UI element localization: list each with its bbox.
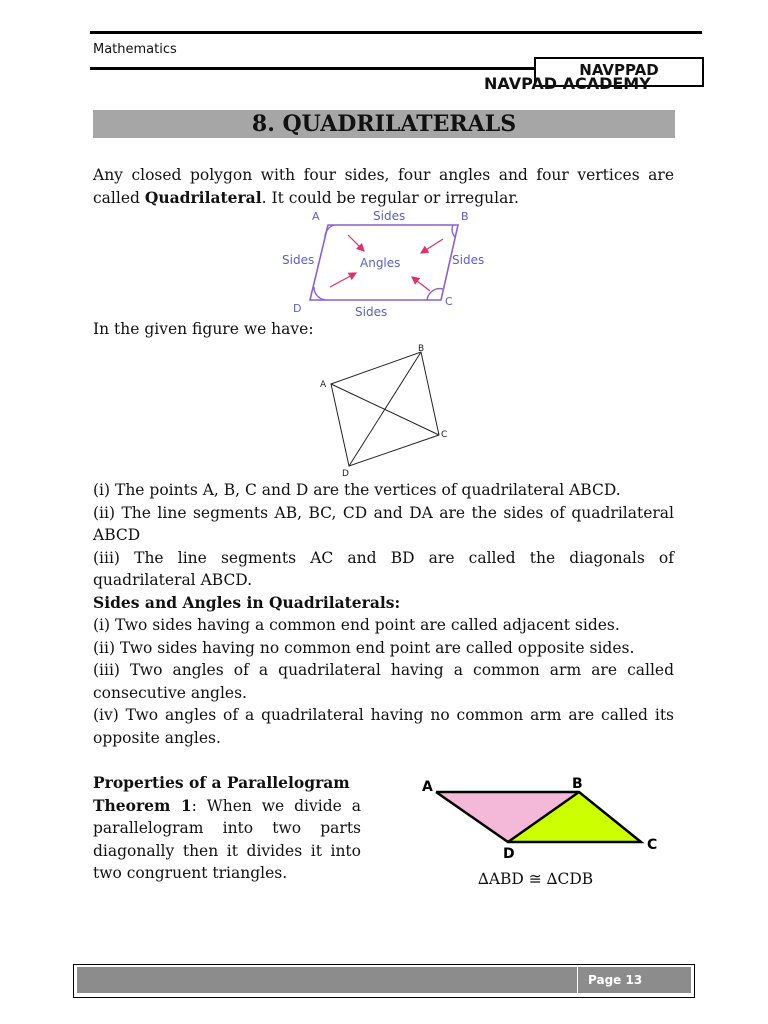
quadrilateral-labelled-figure	[278, 205, 490, 321]
brand-line-1: NAVPPAD	[579, 61, 659, 79]
theorem-text: : When we divide a parallelogram into two parts diagonally then it divides it into two congruent triangles.	[93, 796, 361, 882]
given-figure-line: In the given figure we have:	[93, 320, 314, 338]
intro-text-after: . It could be regular or irregular.	[261, 188, 519, 207]
fig2-label-d: D	[342, 469, 349, 478]
intro-paragraph	[93, 164, 674, 209]
quadrilateral-diagonals-figure	[315, 342, 455, 478]
point-item: (ii) The line segments AB, BC, CD and DA are the sides of quadrilateral ABCD	[93, 503, 674, 544]
fig1-sides-bottom: Sides	[355, 305, 388, 319]
parallelogram-section	[93, 772, 361, 885]
sides-angles-item: (i) Two sides having a common end point are called adjacent sides.	[93, 616, 620, 634]
fig1-vertex-a: A	[312, 210, 320, 223]
sides-angles-item: (ii) Two sides having no common end point are called opposite sides.	[93, 638, 635, 657]
figure-points	[93, 479, 674, 749]
footer-bar	[77, 967, 577, 993]
para-label-b: B	[572, 776, 583, 792]
fig2-label-a: A	[320, 380, 327, 390]
sides-angles-heading: Sides and Angles in Quadrilaterals:	[93, 592, 401, 612]
fig1-angles-label: Angles	[360, 256, 401, 270]
fig1-vertex-b: B	[461, 210, 469, 223]
point-item: (iii) The line segments AC and BD are called the diagonals of quadrilateral ABCD.	[93, 548, 674, 589]
parallelogram-heading: Properties of a Parallelogram	[93, 773, 350, 792]
para-label-d: D	[503, 846, 515, 862]
fig1-vertex-d: D	[293, 302, 302, 315]
page-title: 8. QUADRILATERALS	[251, 111, 517, 137]
sides-angles-item: (iv) Two angles of a quadrilateral having no common arm are called its opposite angles.	[93, 706, 674, 747]
sides-angles-item: (iii) Two angles of a quadrilateral having a common arm are called consecutive angles.	[93, 661, 674, 702]
brand-line-2: NAVPAD ACADEMY	[484, 74, 651, 93]
intro-text-before: Any closed polygon with four sides, four angles and four vertices are called	[93, 166, 674, 207]
para-label-a: A	[422, 779, 433, 795]
fig2-label-b: B	[418, 344, 425, 354]
fig1-sides-top: Sides	[373, 209, 406, 223]
header-mid-rule	[90, 67, 535, 70]
header-top-rule	[90, 31, 702, 34]
fig2-label-c: C	[441, 430, 448, 440]
fig1-sides-left: Sides	[282, 253, 315, 267]
point-item: (i) The points A, B, C and D are the vertices of quadrilateral ABCD.	[93, 481, 621, 499]
fig1-sides-right: Sides	[452, 253, 485, 267]
intro-bold-term: Quadrilateral	[144, 187, 262, 207]
para-label-c: C	[647, 837, 658, 853]
page-number: Page 13	[588, 973, 643, 987]
header-subject: Mathematics	[93, 42, 177, 57]
congruence-caption: ∆ABD ≅ ∆CDB	[478, 870, 594, 888]
fig1-vertex-c: C	[445, 295, 453, 308]
theorem-label: Theorem 1	[93, 795, 192, 815]
parallelogram-congruent-triangles-figure	[415, 772, 665, 864]
